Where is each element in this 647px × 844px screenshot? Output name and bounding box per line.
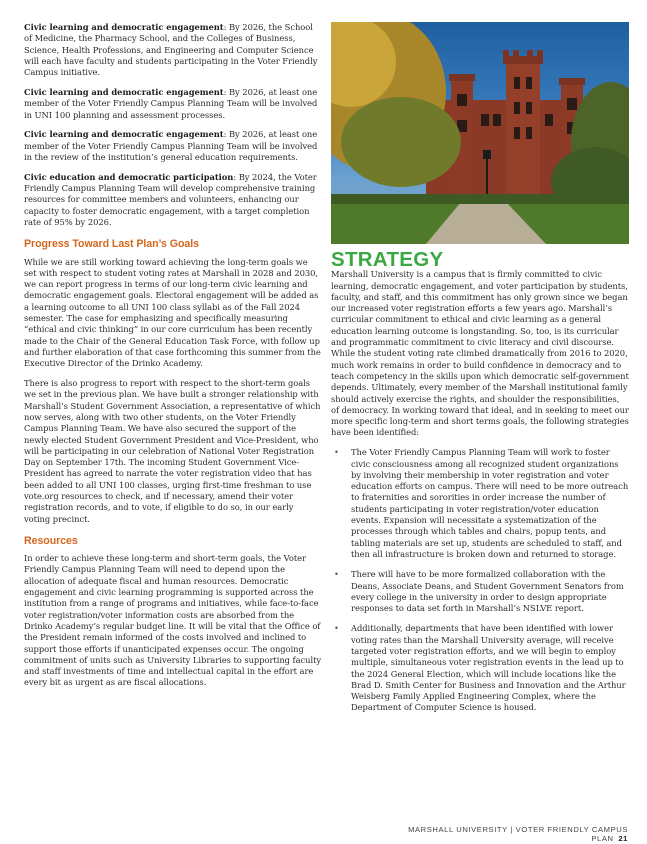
- campus-building-illustration: [331, 22, 629, 244]
- goal-label: Civic learning and democratic engagement: [24, 129, 224, 140]
- page-number: 21: [618, 834, 628, 843]
- progress-paragraph: While we are still working toward achieving the long-term goals we set with respect to student voting rates at Marshall in 2028 and 2030, we can report progress in terms of our long-term civic learning and democratic engagement goals. Electoral engagement will be added as a learning outcome to all UNI 100 class syllabi as of the Fall 2024 semester. The case for emphasizing and specifically measuring “ethical and civic thinking” in our core curriculum has been recently made to the Chair of the General Education Task Force, with follow up and further elaboration of that case forthcoming this summer from the Executive Director of the Drinko Academy.: [24, 256, 321, 369]
- strategy-intro: Marshall University is a campus that is firmly committed to civic learning, democratic engagement, and voter participation by students, faculty, and staff, and this commitment has only grown since we began our increased voter registration efforts a few years ago. Marshall’s curricular commitment to ethical and civic learning as a general education learning outcome is longstanding. So, too, is its curricular and programmatic commitment to civic literacy and civil discourse. While the student voting rate climbed dramatically from 2016 to 2020, much work remains in order to build confidence in democracy and to teach competency in the skills upon which democratic self-government depends. Ultimately, every member of the Marshall institutional family should actively exercise the rights, and shoulder the responsibilities, of democracy. In working toward that ideal, and in seeking to meet our more specific long-term and short terms goals, the following strategies have been identified:: [331, 269, 629, 438]
- resources-paragraph: In order to achieve these long-term and short-term goals, the Voter Friendly Campus Planning Team will need to depend upon the allocation of adequate fiscal and human resources. Democratic engagement and civic learning programming is supported across the institution from a range of programs and initiatives, while face-to-face voter registration/voter information costs are absorbed from the Drinko Academy’s regular budget line. It will be vital that the Office of the President remain informed of the costs involved and inclined to support those efforts if unanticipated expenses occur. The ongoing commitment of units such as University Libraries to supporting faculty and staff investments of time and intellectual capital in the effort are every bit as urgent as are fiscal allocations.: [24, 553, 322, 688]
- goal-label: Civic learning and democratic engagement: [24, 22, 224, 32]
- strategy-heading: STRATEGY: [331, 248, 444, 271]
- page-footer: [388, 825, 628, 843]
- goal-paragraph: [24, 172, 322, 228]
- strategy-bullet: • Additionally, departments that have been identified with lower voting rates than the Marshall University average, will receive targeted voter registration efforts, and we will begin to employ multiple, simultaneous voter registration events in the lead up to the 2024 General Election, which will include locations like the Brad D. Smith Center for Business and Innovation and the Arthur Weisberg Family Applied Engineering Complex, where the Department of Computer Science is housed.: [351, 623, 629, 713]
- goal-label: Civic education and democratic participation: [24, 171, 234, 182]
- campus-building-photo: [331, 22, 629, 244]
- footer-text: MARSHALL UNIVERSITY | VOTER FRIENDLY CAMPUS PLAN: [408, 825, 628, 843]
- left-column: [24, 22, 322, 697]
- goal-paragraph: [24, 87, 322, 121]
- progress-heading: Progress Toward Last Plan’s Goals: [24, 238, 199, 251]
- right-column: [331, 22, 629, 723]
- resources-heading: Resources: [24, 534, 78, 547]
- goal-text: : By 2026, the School of Medicine, the Pharmacy School, and the Colleges of Business, Science, Health Professions, and Engineering and Computer Science will each have faculty and students participating in the Voter Friendly Campus initiative.: [24, 22, 318, 78]
- goal-text: : By 2026, at least one member of the Voter Friendly Campus Planning Team will be involved in the review of the institution’s general education requirements.: [24, 129, 318, 162]
- strategy-bullet: • There will have to be more formalized collaboration with the Deans, Associate Deans, and Student Government Senators from every college in the university in order to design appropriate responses to data set forth in Marshall’s NSLVE report.: [351, 569, 629, 614]
- goal-label: Civic learning and democratic engagement: [24, 86, 224, 97]
- goal-paragraph: [24, 129, 322, 163]
- strategy-list: [331, 447, 629, 714]
- goal-text: : By 2026, at least one member of the Voter Friendly Campus Planning Team will be involved in UNI 100 planning and assessment processes.: [24, 86, 318, 120]
- goal-paragraph: [24, 22, 322, 78]
- progress-paragraph: There is also progress to report with respect to the short-term goals we set in the previous plan. We have built a stronger relationship with Marshall’s Student Government Association, a representative of which now serves, along with two other students, on the Voter Friendly Campus Planning Team. We have also secured the support of the newly elected Student Government President and Vice-President, who will be participating in our celebration of National Voter Registration Day on September 17th. The incoming Student Government Vice-President has agreed to narrate the voter registration video that has been added to all UNI 100 classes, urging first-time freshman to use vote.org resources to check, and if necessary, amend their voter registration records, and to vote, if eligible to do so, in our early voting precinct.: [24, 378, 321, 524]
- goal-text: : By 2024, the Voter Friendly Campus Planning Team will develop comprehensive training resources for committee members and volunteers, enhancing our capacity to foster democratic engagement, with a target completion rate of 95% by 2026.: [24, 171, 317, 227]
- strategy-bullet: • The Voter Friendly Campus Planning Team will work to foster civic consciousness among all recognized student organizations by involving their membership in voter registration and voter education efforts on campus. There will need to be more outreach to fraternities and sororities in order increase the number of students participating in voter registration/voter education events. Expansion will necessitate a systematization of the processes through which tables and chairs, popup tents, and tabling materials are set up, students are scheduled to staff, and then all infrastructure is broken down and returned to storage.: [351, 447, 629, 560]
